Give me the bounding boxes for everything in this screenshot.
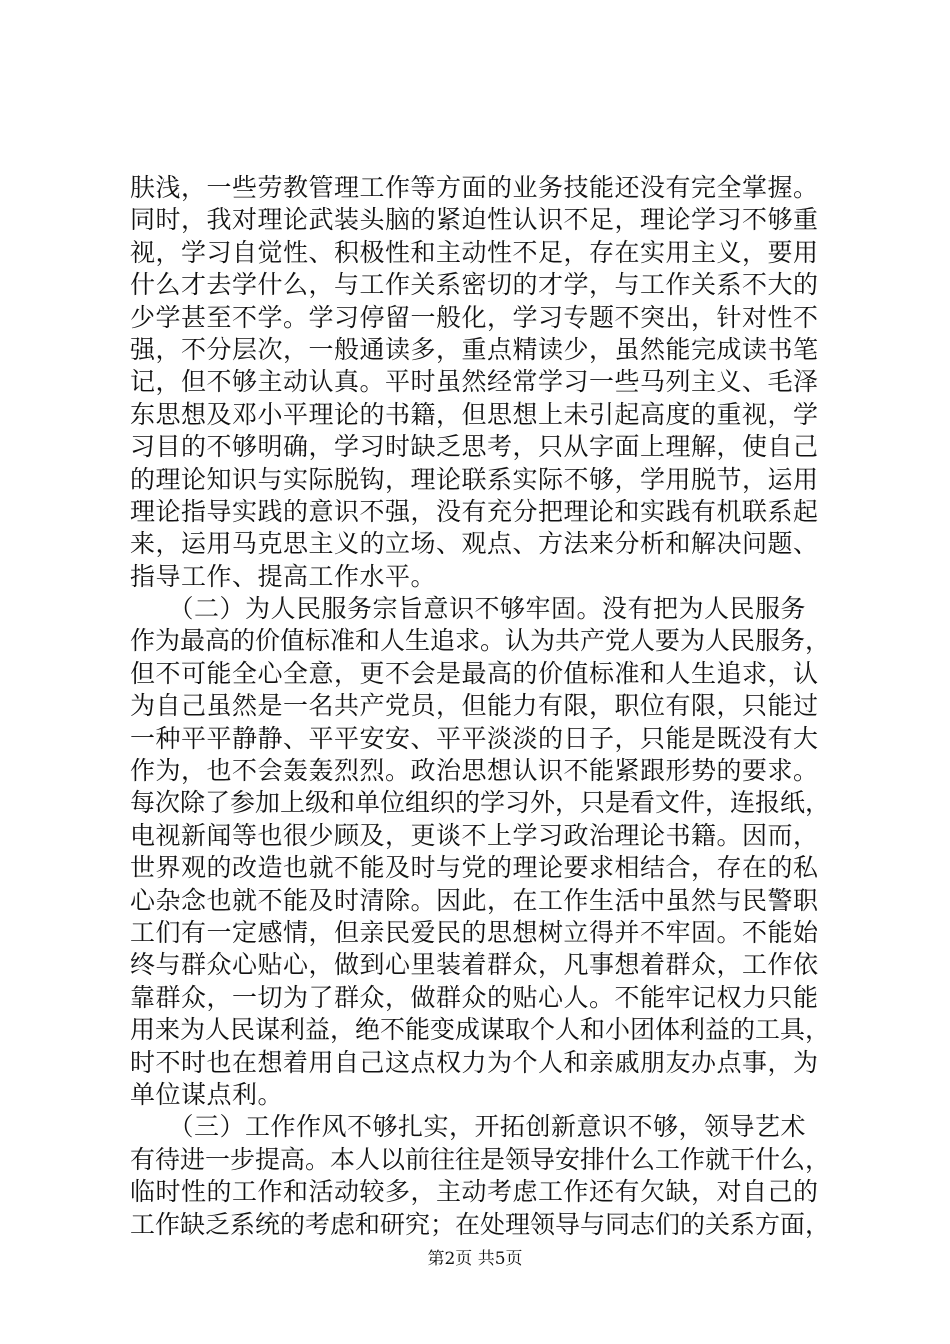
text-line: 终与群众心贴心，做到心里装着群众，凡事想着群众，工作依	[130, 950, 819, 980]
text-line: 工们有一定感情，但亲民爱民的思想树立得并不牢固。不能始	[130, 917, 819, 947]
text-line: 单位谋点利。	[130, 1079, 284, 1109]
text-line: 视，学习自觉性、积极性和主动性不足，存在实用主义，要用	[130, 237, 819, 267]
text-line: 靠群众，一切为了群众，做群众的贴心人。不能牢记权力只能	[130, 982, 819, 1012]
body-text	[130, 172, 830, 1241]
text-line: 的理论知识与实际脱钩，理论联系实际不够，学用脱节，运用	[130, 464, 819, 494]
text-line: 强，不分层次，一般通读多，重点精读少，虽然能完成读书笔	[130, 334, 819, 364]
text-line: 作为，也不会轰轰烈烈。政治思想认识不能紧跟形势的要求。	[130, 756, 819, 786]
text-line: 习目的不够明确，学习时缺乏思考，只从字面上理解，使自己	[130, 432, 819, 462]
text-line: 同时，我对理论武装头脑的紧迫性认识不足，理论学习不够重	[130, 205, 819, 235]
text-line: 少学甚至不学。学习停留一般化，学习专题不突出，针对性不	[130, 302, 819, 332]
text-line: （二）为人民服务宗旨意识不够牢固。没有把为人民服务	[130, 594, 807, 624]
text-line: 肤浅，一些劳教管理工作等方面的业务技能还没有完全掌握。	[130, 173, 819, 202]
text-line: 什么才去学什么，与工作关系密切的才学，与工作关系不大的	[130, 270, 819, 300]
text-line: 时不时也在想着用自己这点权力为个人和亲戚朋友办点事，为	[130, 1047, 819, 1077]
text-line: 用来为人民谋利益，绝不能变成谋取个人和小团体利益的工具，	[130, 1015, 831, 1045]
text-line: 理论指导实践的意识不强，没有充分把理论和实践有机联系起	[130, 496, 819, 526]
text-line: 来，运用马克思主义的立场、观点、方法来分析和解决问题、	[130, 529, 819, 559]
text-line: 工作缺乏系统的考虑和研究；在处理领导与同志们的关系方面，	[130, 1209, 831, 1239]
text-line: 指导工作、提高工作水平。	[130, 561, 437, 591]
text-line: 记，但不够主动认真。平时虽然经常学习一些马列主义、毛泽	[130, 367, 819, 397]
text-line: 但不可能全心全意，更不会是最高的价值标准和人生追求，认	[130, 658, 819, 688]
text-line: 为自己虽然是一名共产党员，但能力有限，职位有限，只能过	[130, 691, 819, 721]
text-line: 每次除了参加上级和单位组织的学习外，只是看文件，连报纸，	[130, 788, 831, 818]
text-line: 心杂念也就不能及时清除。因此，在工作生活中虽然与民警职	[130, 885, 819, 915]
text-line: 世界观的改造也就不能及时与党的理论要求相结合，存在的私	[130, 853, 819, 883]
text-line: （三）工作作风不够扎实，开拓创新意识不够，领导艺术	[130, 1112, 807, 1142]
text-line: 有待进一步提高。本人以前往往是领导安排什么工作就干什么，	[130, 1144, 831, 1174]
page-footer: 第2页 共5页	[427, 1249, 523, 1269]
text-line: 临时性的工作和活动较多，主动考虑工作还有欠缺，对自己的	[130, 1177, 819, 1207]
text-line: 电视新闻等也很少顾及，更谈不上学习政治理论书籍。因而，	[130, 820, 819, 850]
text-line: 东思想及邓小平理论的书籍，但思想上未引起高度的重视，学	[130, 399, 819, 429]
text-line: 作为最高的价值标准和人生追求。认为共产党人要为人民服务，	[130, 626, 831, 656]
text-line: 一种平平静静、平平安安、平平淡淡的日子，只能是既没有大	[130, 723, 819, 753]
